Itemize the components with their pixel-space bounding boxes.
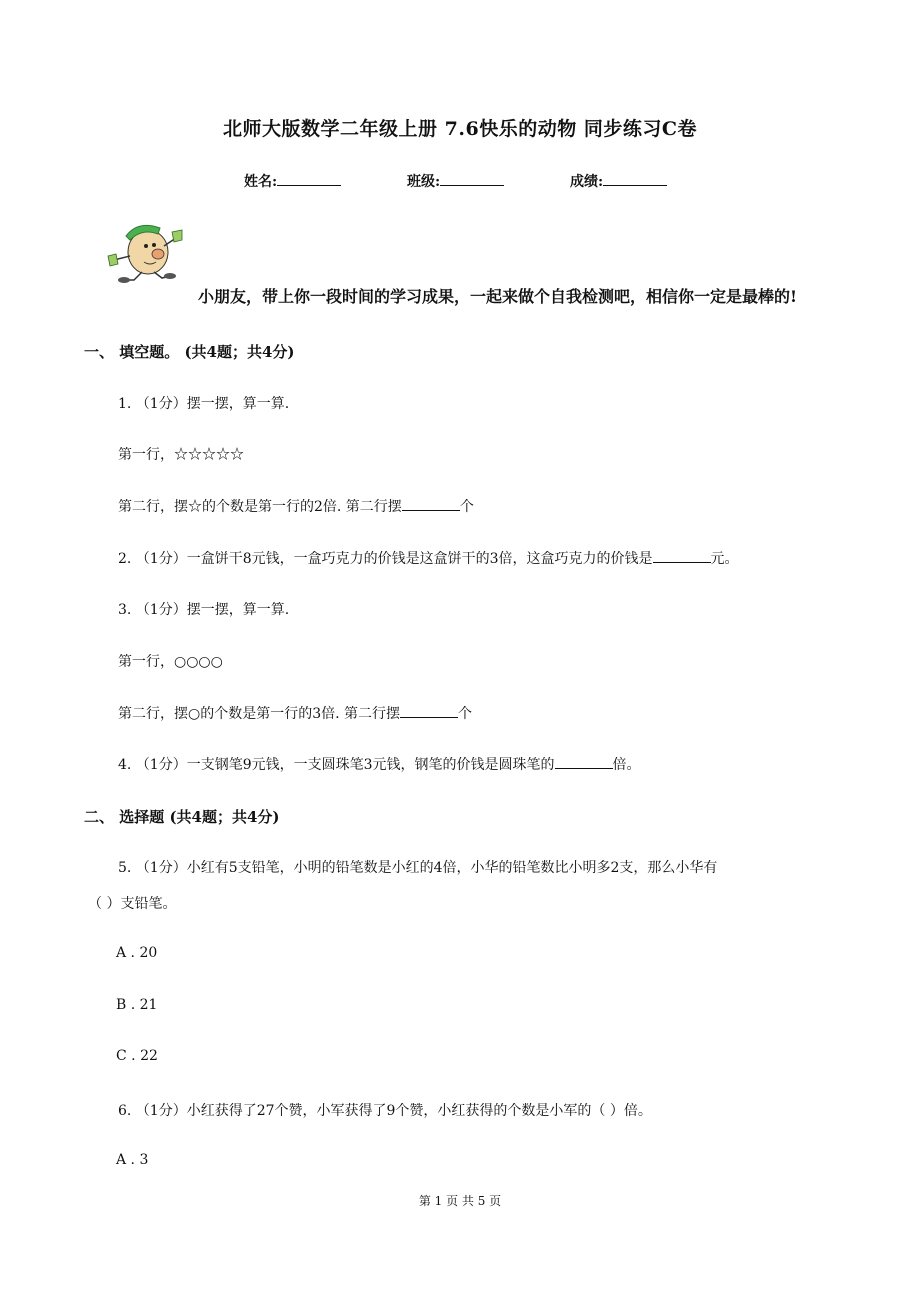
answer-blank[interactable] [400,705,458,718]
class-blank[interactable] [440,171,504,186]
question-4-text: 4. （1分）一支钢笔9元钱，一支圆珠笔3元钱，钢笔的价钱是圆珠笔的 [118,757,555,773]
name-field [244,171,341,191]
question-4 [118,754,641,774]
question-6: 6. （1分）小红获得了27个赞，小军获得了9个赞，小红获得的个数是小军的（ ）倍。 [118,1103,652,1119]
question-1-row1: 第一行，☆☆☆☆☆ [118,447,244,463]
answer-blank[interactable] [402,498,460,511]
class-field [407,171,504,191]
question-5-line2: （ ）支铅笔。 [88,896,177,912]
question-5-option-b[interactable]: B . 21 [116,997,158,1013]
section-fill-blank-heading: 一、 填空题。 (共4题；共4分) [84,343,295,361]
question-3-row2 [118,703,472,723]
score-blank[interactable] [603,171,667,186]
page-footer: 第 1 页 共 5 页 [418,1194,502,1208]
answer-blank[interactable] [555,756,613,769]
question-2-text: 2. （1分）一盒饼干8元钱，一盒巧克力的价钱是这盒饼干的3倍，这盒巧克力的价钱是 [118,551,653,567]
page-title: 北师大版数学二年级上册 7.6快乐的动物 同步练习C卷 [223,118,697,140]
question-1-row2-text: 第二行，摆☆的个数是第一行的2倍. 第二行摆 [118,499,402,515]
name-blank[interactable] [277,171,341,186]
question-1-row2-unit: 个 [459,499,474,515]
answer-blank[interactable] [653,550,711,563]
question-6-option-a[interactable]: A . 3 [116,1152,149,1168]
question-3-row2-text: 第二行，摆○的个数是第一行的3倍. 第二行摆 [118,706,401,722]
score-label: 成绩: [570,174,604,190]
question-5-line1: 5. （1分）小红有5支铅笔，小明的铅笔数是小红的4倍，小华的铅笔数比小明多2支，那么小华有 [118,860,718,876]
class-label: 班级: [407,174,441,190]
question-1-row2 [118,496,474,516]
mascot-illustration [104,218,186,284]
intro-text: 小朋友，带上你一段时间的学习成果，一起来做个自我检测吧，相信你一定是最棒的! [198,287,798,306]
score-field [570,171,667,191]
question-2-unit: 元。 [710,551,739,567]
question-1: 1. （1分）摆一摆，算一算. [118,396,290,412]
question-5-option-c[interactable]: C . 22 [116,1048,158,1064]
question-2 [118,548,739,568]
question-3: 3. （1分）摆一摆，算一算. [118,602,290,618]
question-5-option-a[interactable]: A . 20 [116,945,158,961]
question-3-row1: 第一行，○○○○ [118,654,223,670]
section-choice-heading: 二、 选择题 (共4题；共4分) [84,808,280,826]
question-3-row2-unit: 个 [458,706,473,722]
question-4-unit: 倍。 [612,757,641,773]
name-label: 姓名: [244,174,278,190]
